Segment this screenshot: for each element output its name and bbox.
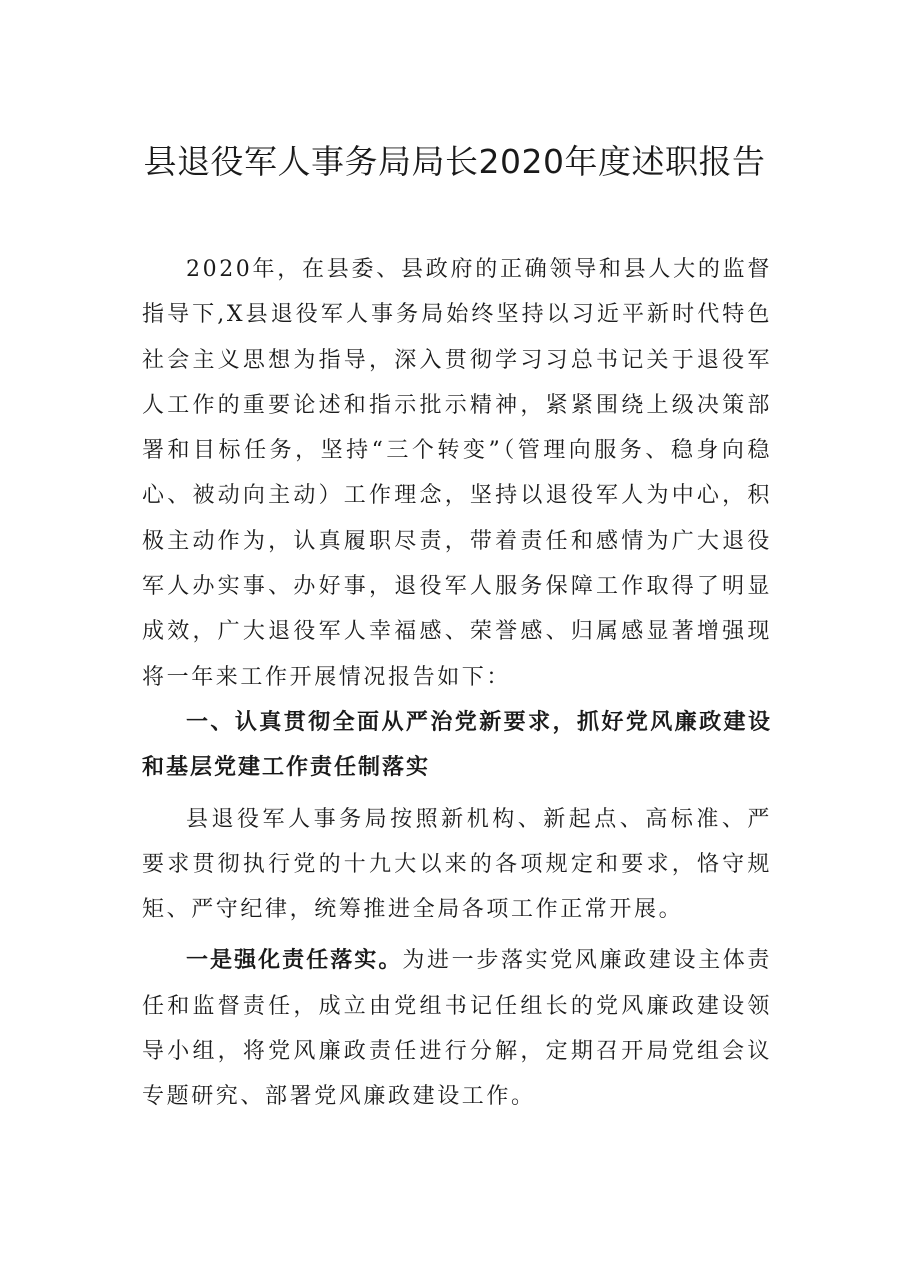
- paragraph-lead: 一是强化责任落实。: [186, 948, 403, 974]
- section-heading-1: 一、认真贯彻全面从严治党新要求，抓好党风廉政建设和基层党建工作责任制落实: [142, 709, 772, 781]
- paragraph-intro: 2020年，在县委、县政府的正确领导和县人大的监督指导下,X县退役军人事务局始终坚持以习近平新时代特色社会主义思想为指导，深入贯彻学习习总书记关于退役军人工作的重要论述和指示批示精神，紧紧围绕上级决策部署和目标任务，坚持“三个转变”（管理向服务、稳身向稳心、被动向主动）工作理念，坚持以退役军人为中心，积极主动作为，认真履职尽责，带着责任和感情为广大退役军人办实事、办好事，退役军人服务保障工作取得了明显成效，广大退役军人幸福感、荣誉感、归属感显著增强现将一年来工作开展情况报告如下：: [142, 257, 772, 690]
- paragraph-section-1: 县退役军人事务局按照新机构、新起点、高标准、严要求贯彻执行党的十九大以来的各项规定和要求，恪守规矩、严守纪律，统筹推进全局各项工作正常开展。: [142, 806, 772, 923]
- paragraph-responsibility: [142, 938, 772, 1119]
- paragraph-responsibility-text: 为进一步落实党风廉政建设主体责任和监督责任，成立由党组书记任组长的党风廉政建设领导小组，将党风廉政责任进行分解，定期召开局党组会议专题研究、部署党风廉政建设工作。: [142, 948, 772, 1110]
- document-title: 县退役军人事务局局长2020年度述职报告: [143, 142, 766, 181]
- document-body: [142, 247, 772, 1120]
